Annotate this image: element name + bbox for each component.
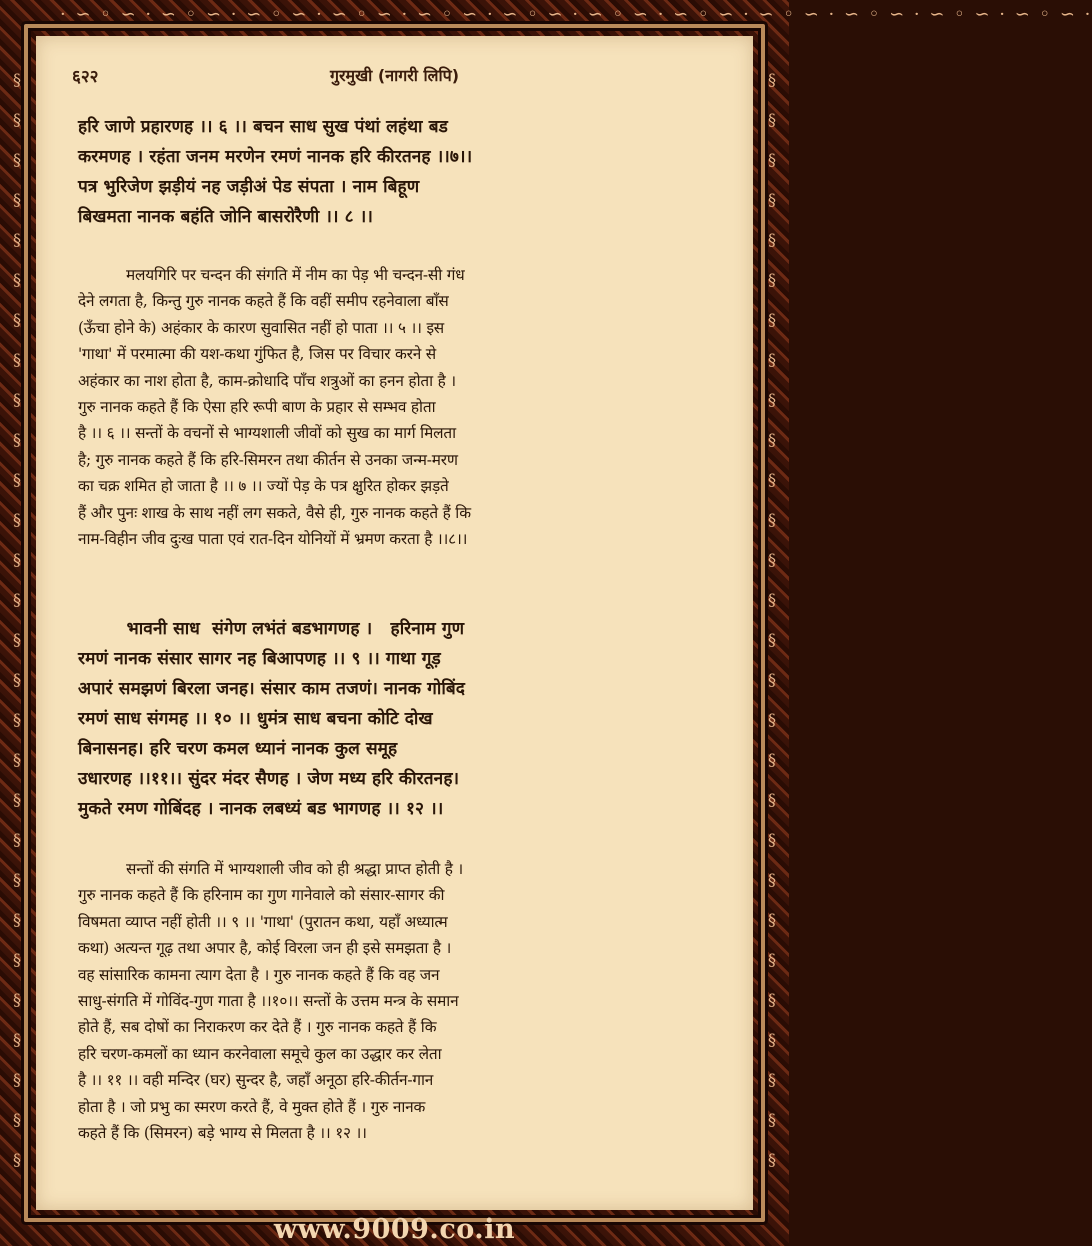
verse-line: बिखमता नानक बहंति जोनि बासरोरैणी ।। ८ ।। <box>78 207 374 227</box>
commentary-line: विषमता व्याप्त नहीं होती ।। ९ ।। 'गाथा' (पुरातन कथा, यहाँ अध्यात्म <box>78 912 448 931</box>
right-ornament-column: § § § § § § § § § § § § § § § § § § § § § § § § § § § § <box>768 70 776 1169</box>
commentary-line: हैं और पुनः शाख के साथ नहीं लग सकते, वैसे ही, गुरु नानक कहते हैं कि <box>78 503 471 522</box>
page-number: ६२२ <box>72 67 99 87</box>
commentary-line: देने लगता है, किन्तु गुरु नानक कहते हैं कि वहीं समीप रहनेवाला बाँस <box>78 292 449 311</box>
verse-line: बिनासनह। हरि चरण कमल ध्यानं नानक कुल समूह <box>78 739 398 759</box>
commentary-line: होते हैं, सब दोषों का निराकरण कर देते हैं । गुरु नानक कहते हैं कि <box>78 1018 437 1037</box>
commentary-line: गुरु नानक कहते हैं कि ऐसा हरि रूपी बाण के प्रहार से सम्भव होता <box>78 398 436 417</box>
commentary-line: हरि चरण-कमलों का ध्यान करनेवाला समूचे कुल का उद्धार कर लेता <box>78 1044 442 1063</box>
commentary-block-1 <box>78 262 718 552</box>
left-ornament-column: § § § § § § § § § § § § § § § § § § § § § § § § § § § § <box>13 70 21 1169</box>
verse-line: रमणं साध संगमह ।। १० ।। धुमंत्र साध बचना कोटि दोख <box>78 709 433 729</box>
verse-block-2 <box>78 614 718 824</box>
verse-line: मुकते रमण गोबिंदह । नानक लबध्यं बड भागणह ।। १२ ।। <box>78 799 444 819</box>
commentary-line: है; गुरु नानक कहते हैं कि हरि-सिमरन तथा कीर्तन से उनका जन्म-मरण <box>78 450 458 469</box>
commentary-line: है ।। ११ ।। वही मन्दिर (घर) सुन्दर है, जहाँ अनूठा हरि-कीर्तन-गान <box>78 1071 434 1090</box>
commentary-line: साधु-संगति में गोविंद-गुण गाता है ।।१०।। सन्तों के उत्तम मन्त्र के समान <box>78 992 459 1011</box>
commentary-line: का चक्र शमित हो जाता है ।। ७ ।। ज्यों पेड़ के पत्र क्षुरित होकर झड़ते <box>78 477 449 496</box>
commentary-line: कहते हैं कि (सिमरन) बड़े भाग्य से मिलता है ।। १२ ।। <box>78 1124 367 1143</box>
website-link[interactable]: www.9009.co.in <box>273 1214 516 1245</box>
verse-line: हरि जाणे प्रहारणह ।। ६ ।। बचन साध सुख पंथां लहंथा बड <box>78 117 448 137</box>
commentary-line: होता है । जो प्रभु का स्मरण करते हैं, वे मुक्त होते हैं । गुरु नानक <box>78 1097 426 1116</box>
verse-line: अपारं समझणं बिरला जनह। संसार काम तजणं। नानक गोबिंद <box>78 679 465 699</box>
top-ornament-row: · ∽ ◦ ∽ · ∽ ◦ ∽ · ∽ ◦ ∽ · ∽ ◦ ∽ · ∽ ◦ ∽ · ∽ ◦ ∽ · ∽ ◦ ∽ · ∽ ◦ ∽ · ∽ ◦ ∽ · ∽ ◦ ∽ · ∽ ◦ ∽ · ∽ ◦ ∽ · <box>60 4 1092 25</box>
verse-line: करमणह । रहंता जनम मरणेन रमणं नानक हरि कीरतनह ।।७।। <box>78 147 473 167</box>
verse-line: उधारणह ।।११।। सुंदर मंदर सैणह । जेण मध्य हरि कीरतनह। <box>78 769 460 789</box>
commentary-line: मलयगिरि पर चन्दन की संगति में नीम का पेड़ भी चन्दन-सी गंध <box>126 266 465 284</box>
commentary-line: (ऊँचा होने के) अहंकार के कारण सुवासित नहीं हो पाता ।। ५ ।। इस <box>78 318 445 337</box>
verse-line: पत्र भुरिजेण झड़ीयं नह जड़ीअं पेड संपता । नाम बिहूण <box>78 177 420 197</box>
commentary-line: कथा) अत्यन्त गूढ़ तथा अपार है, कोई विरला जन ही इसे समझता है । <box>78 939 452 958</box>
verse-block-1 <box>78 112 718 232</box>
commentary-line: 'गाथा' में परमात्मा की यश-कथा गुंफित है, जिस पर विचार करने से <box>78 345 436 364</box>
commentary-line: अहंकार का नाश होता है, काम-क्रोधादि पाँच शत्रुओं का हनन होता है । <box>78 371 456 390</box>
commentary-line: नाम-विहीन जीव दुःख पाता एवं रात-दिन योनियों में भ्रमण करता है ।।८।। <box>78 530 468 549</box>
commentary-line: है ।। ६ ।। सन्तों के वचनों से भाग्यशाली जीवों को सुख का मार्ग मिलता <box>78 424 456 443</box>
commentary-line: वह सांसारिक कामना त्याग देता है । गुरु नानक कहते हैं कि वह जन <box>78 965 440 984</box>
commentary-line: गुरु नानक कहते हैं कि हरिनाम का गुण गानेवाले को संसार-सागर की <box>78 886 445 905</box>
verse-line: भावनी साध संगेण लभंतं बडभागणह । हरिनाम गुण <box>78 619 465 639</box>
commentary-line: सन्तों की संगति में भाग्यशाली जीव को ही श्रद्धा प्राप्त होती है । <box>126 860 464 878</box>
commentary-block-2 <box>78 856 718 1146</box>
running-head: गुरमुखी (नागरी लिपि) <box>329 66 460 85</box>
verse-line: रमणं नानक संसार सागर नह बिआपणह ।। ९ ।। गाथा गूड़ <box>78 649 441 669</box>
